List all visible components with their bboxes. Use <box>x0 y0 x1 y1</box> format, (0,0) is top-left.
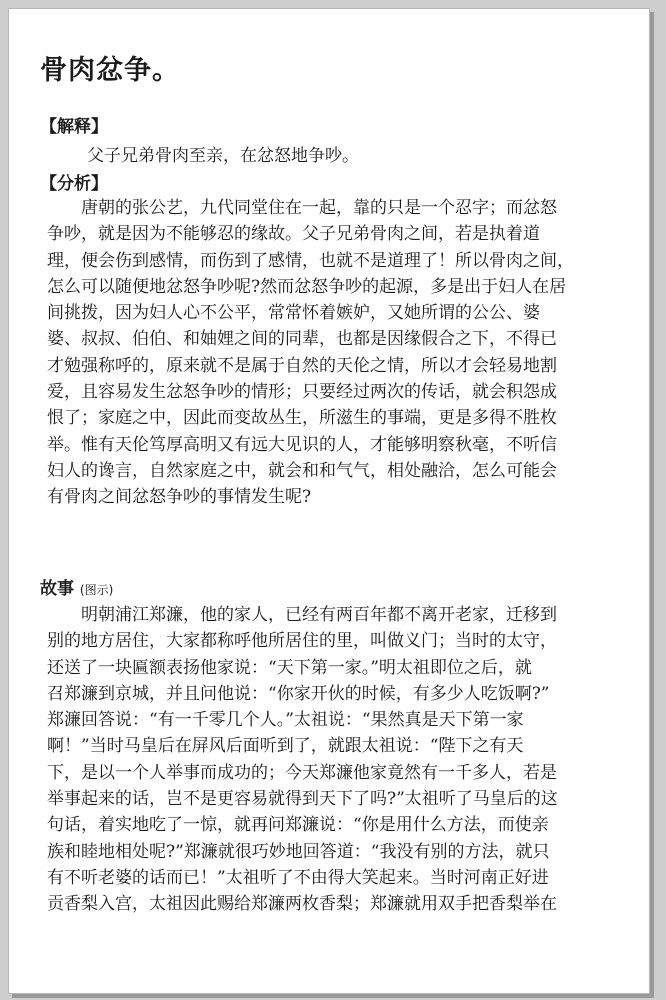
text-line: 妇人的谗言，自然家庭之中，就会和和气气，相处融洽，怎么可能会 <box>47 460 557 481</box>
text-line: 争吵，就是因为不能够忍的缘故。父子兄弟骨肉之间，若是执着道 <box>47 224 540 245</box>
text-line: 贡香梨入宫，太祖因此赐给郑濂两枚香梨；郑濂就用双手把香梨举在 <box>47 894 557 915</box>
book-page <box>8 8 650 994</box>
story-paragraph <box>47 602 643 918</box>
text-line: 举事起来的话，岂不是更容易就得到天下了吗?”太祖听了马皇后的这 <box>47 789 558 810</box>
analysis-paragraph <box>47 195 643 511</box>
text-line: 理，便会伤到感情，而伤到了感情，也就不是道理了！所以骨肉之间， <box>47 250 574 271</box>
page-title: 骨肉忿争。 <box>40 55 180 86</box>
analysis-heading: 【分析】 <box>40 174 108 194</box>
text-line: 郑濂回答说：“有一千零几个人。”太祖说：“果然真是天下第一家 <box>47 710 524 731</box>
text-line: 婆、叔叔、伯伯、和妯娌之间的同辈，也都是因缘假合之下，不得已 <box>47 329 557 350</box>
story-subheading: (图示) <box>79 583 114 597</box>
text-line: 召郑濂到京城，并且问他说：“你家开伙的时候，有多少人吃饭啊?” <box>47 683 550 704</box>
explanation-text: 父子兄弟骨肉至亲，在忿怒地争吵。 <box>87 146 359 166</box>
text-line: 句话，着实地吃了一惊，就再问郑濂说：“你是用什么方法，而使亲 <box>47 815 549 836</box>
text-line: 明朝浦江郑濂，他的家人，已经有两百年都不离开老家，迁移到 <box>81 605 557 625</box>
text-line: 恨了；家庭之中，因此而变故丛生，所滋生的事端，更是多得不胜枚 <box>47 408 557 429</box>
story-heading-label: 故事 <box>40 579 74 599</box>
text-line: 还送了一块匾额表扬他家说：“天下第一家。”明太祖即位之后，就 <box>47 657 532 678</box>
story-heading <box>40 574 113 599</box>
text-line: 怎么可以随便地忿怒争吵呢?然而忿怒争吵的起源，多是出于妇人在居 <box>47 276 567 297</box>
text-line: 有不听老婆的话而已！”太祖听了不由得大笑起来。当时河南正好进 <box>47 867 549 888</box>
text-line: 有骨肉之间忿怒争吵的事情发生呢? <box>47 487 312 508</box>
text-line: 举。惟有天伦笃厚高明又有远大见识的人，才能够明察秋毫，不听信 <box>47 434 557 455</box>
text-line: 下，是以一个人举事而成功的；今天郑濂他家竟然有一千多人，若是 <box>47 762 557 783</box>
text-line: 唐朝的张公艺，九代同堂住在一起，靠的只是一个忍字；而忿怒 <box>81 198 557 218</box>
text-line: 爱，且容易发生忿怒争吵的情形；只要经过两次的传话，就会积怨成 <box>47 382 557 403</box>
explanation-heading: 【解释】 <box>40 117 108 137</box>
text-line: 族和睦地相处呢?”郑濂就很巧妙地回答道：“我没有别的方法，就只 <box>47 841 550 862</box>
text-line: 间挑拨，因为妇人心不公平，常常怀着嫉妒，又她所谓的公公、婆 <box>47 303 540 324</box>
text-line: 别的地方居住，大家都称呼他所居住的里，叫做义门；当时的太守， <box>47 631 557 652</box>
text-line: 才勉强称呼的，原来就不是属于自然的天伦之情，所以才会轻易地割 <box>47 355 557 376</box>
text-line: 啊！”当时马皇后在屏风后面听到了，就跟太祖说：“陛下之有天 <box>47 736 524 757</box>
